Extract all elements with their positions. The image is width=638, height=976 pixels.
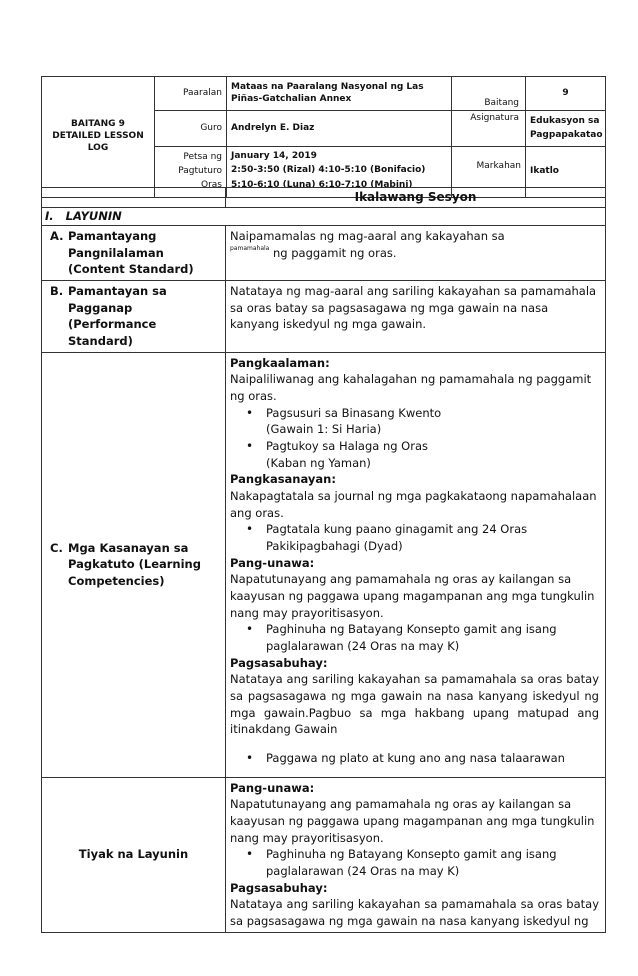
pangkasanayan-text: Nakapagtatala sa journal ng mga pagkakataong napamahalaan ang oras.	[230, 489, 597, 520]
log-title: BAITANG 9 DETAILED LESSON LOG	[42, 77, 155, 198]
guro-label: Guro	[155, 111, 227, 147]
asignatura-label: Asignatura	[452, 111, 526, 147]
row-a-title: Pamantayang Pangnilalaman (Content Standard)	[68, 229, 194, 277]
t-pangunawa-list	[230, 846, 599, 879]
row-a-letter: A.	[50, 229, 64, 243]
pagsasabuhay-text: Natataya ang sariling kakayahan sa pamamahala sa oras batay sa pagsasagawa ng mga gawain na nasa kanyang iskedyul ng mga gawain.Pagbuo sa mga hakbang upang matupad ang itinakdang Gawain	[230, 672, 599, 737]
pangkaalaman-heading: Pangkaalaman:	[230, 355, 330, 370]
row-c-letter: C.	[50, 540, 63, 555]
row-b-letter: B.	[50, 284, 64, 299]
row-b-title: Pamantayan sa Pagganap (Performance Standard)	[68, 284, 167, 349]
paaralan-label: Paaralan	[155, 77, 227, 111]
session-title: Ikalawang Sesyon	[226, 188, 606, 208]
row-a-label	[42, 226, 226, 281]
pagsasabuhay-list	[230, 750, 599, 767]
row-b-content: Natataya ng mag-aaral ang sariling kakayahan sa pamamahala sa oras batay sa pagsasagawa ng mga gawain na nasa kanyang iskedyul ng mga gawain.	[226, 281, 606, 353]
t-pangunawa-text: Napatutunayang ang pamamahala ng oras ay kailangan sa kaayusan ng paggawa upang magampanan ang mga tungkulin nang may prayoritisasyon.	[230, 797, 595, 845]
petsa-times-2: 5:10-6:10 (Luna) 6:10-7:10 (Mabini)	[231, 179, 413, 190]
section-heading: I. LAYUNIN	[42, 208, 606, 226]
row-a-content	[226, 226, 606, 281]
t-pagsasabuhay-text: Natataya ang sariling kakayahan sa pamamahala sa oras batay sa pagsasagawa ng mga gawain na nasa kanyang iskedyul ng	[230, 897, 599, 929]
pangunawa-heading: Pang-unawa:	[230, 555, 315, 570]
t-pangunawa-heading: Pang-unawa:	[230, 780, 315, 795]
paaralan-value: Mataas na Paaralang Nasyonal ng Las Piñas-Gatchalian Annex	[227, 77, 452, 111]
guro-value: Andrelyn E. Diaz	[227, 111, 452, 147]
t-pagsasabuhay-heading: Pagsasabuhay:	[230, 880, 328, 895]
list-item-text: • Paghinuha ng Batayang Konsepto gamit ang isang	[266, 622, 557, 637]
list-item	[266, 438, 599, 471]
pagsasabuhay-heading: Pagsasabuhay:	[230, 655, 328, 670]
list-item: • Paggawa ng plato at kung ano ang nasa talaarawan	[266, 750, 599, 767]
row-a-text: Naipamamalas ng mag-aaral ang kakayahan sa	[230, 229, 505, 243]
list-item	[266, 621, 599, 654]
tiyak-na-layunin-label: Tiyak na Layunin	[42, 777, 226, 932]
row-b-label	[42, 281, 226, 353]
pangkaalaman-text: Naipaliliwanag ang kahalagahan ng pamamahala ng paggamit ng oras.	[230, 372, 592, 404]
list-item-subtext: paglalarawan (24 Oras na may K)	[266, 639, 460, 654]
row-a-small-text: pamamahala	[230, 244, 270, 252]
petsa-date: January 14, 2019	[231, 150, 317, 161]
pangkasanayan-list	[230, 521, 599, 554]
pangkasanayan-heading: Pangkasanayan:	[230, 472, 336, 487]
pangkaalaman-list	[230, 405, 599, 472]
markahan-value: Ikatlo	[526, 146, 606, 197]
list-item-subtext: (Kaban ng Yaman)	[266, 455, 371, 470]
list-item-text: • Pagtatala kung paano ginagamit ang 24 Oras	[266, 522, 528, 537]
list-item	[266, 405, 599, 438]
baitang-label: Baitang	[452, 77, 526, 111]
pangunawa-list	[230, 621, 599, 654]
pangunawa-text: Napatutunayang ang pamamahala ng oras ay kailangan sa kaayusan ng paggawa upang magampanan ang mga tungkulin nang may prayoritisasyon.	[230, 572, 595, 620]
list-item	[266, 521, 599, 554]
list-item-subtext: (Gawain 1: Si Haria)	[266, 422, 382, 437]
asignatura-value: Edukasyon sa Pagpapakatao	[526, 111, 606, 147]
session-spacer	[42, 188, 226, 208]
tiyak-na-layunin-content	[226, 777, 606, 932]
layunin-table	[41, 187, 606, 933]
baitang-value: 9	[526, 77, 606, 111]
row-a-text-end: ng paggamit ng oras.	[269, 245, 397, 260]
petsa-label: Petsa ng Pagtuturo Oras	[155, 146, 227, 197]
list-item-text: • Pagsusuri sa Binasang Kwento	[266, 405, 442, 420]
list-item	[266, 846, 599, 879]
list-item-subtext: paglalarawan (24 Oras na may K)	[266, 864, 460, 879]
list-item-subtext: Pakikipagbahagi (Dyad)	[266, 539, 403, 554]
row-c-title: Mga Kasanayan sa Pagkatuto (Learning Competencies)	[68, 540, 201, 589]
petsa-times-1: 2:50-3:50 (Rizal) 4:10-5:10 (Bonifacio)	[231, 165, 426, 176]
row-c-content	[226, 352, 606, 777]
header-table	[41, 76, 606, 198]
list-item-text: • Paghinuha ng Batayang Konsepto gamit ang isang	[266, 847, 557, 862]
row-c-label	[42, 352, 226, 777]
markahan-label: Markahan	[452, 146, 526, 197]
list-item-text: • Pagtukoy sa Halaga ng Oras	[266, 439, 429, 454]
